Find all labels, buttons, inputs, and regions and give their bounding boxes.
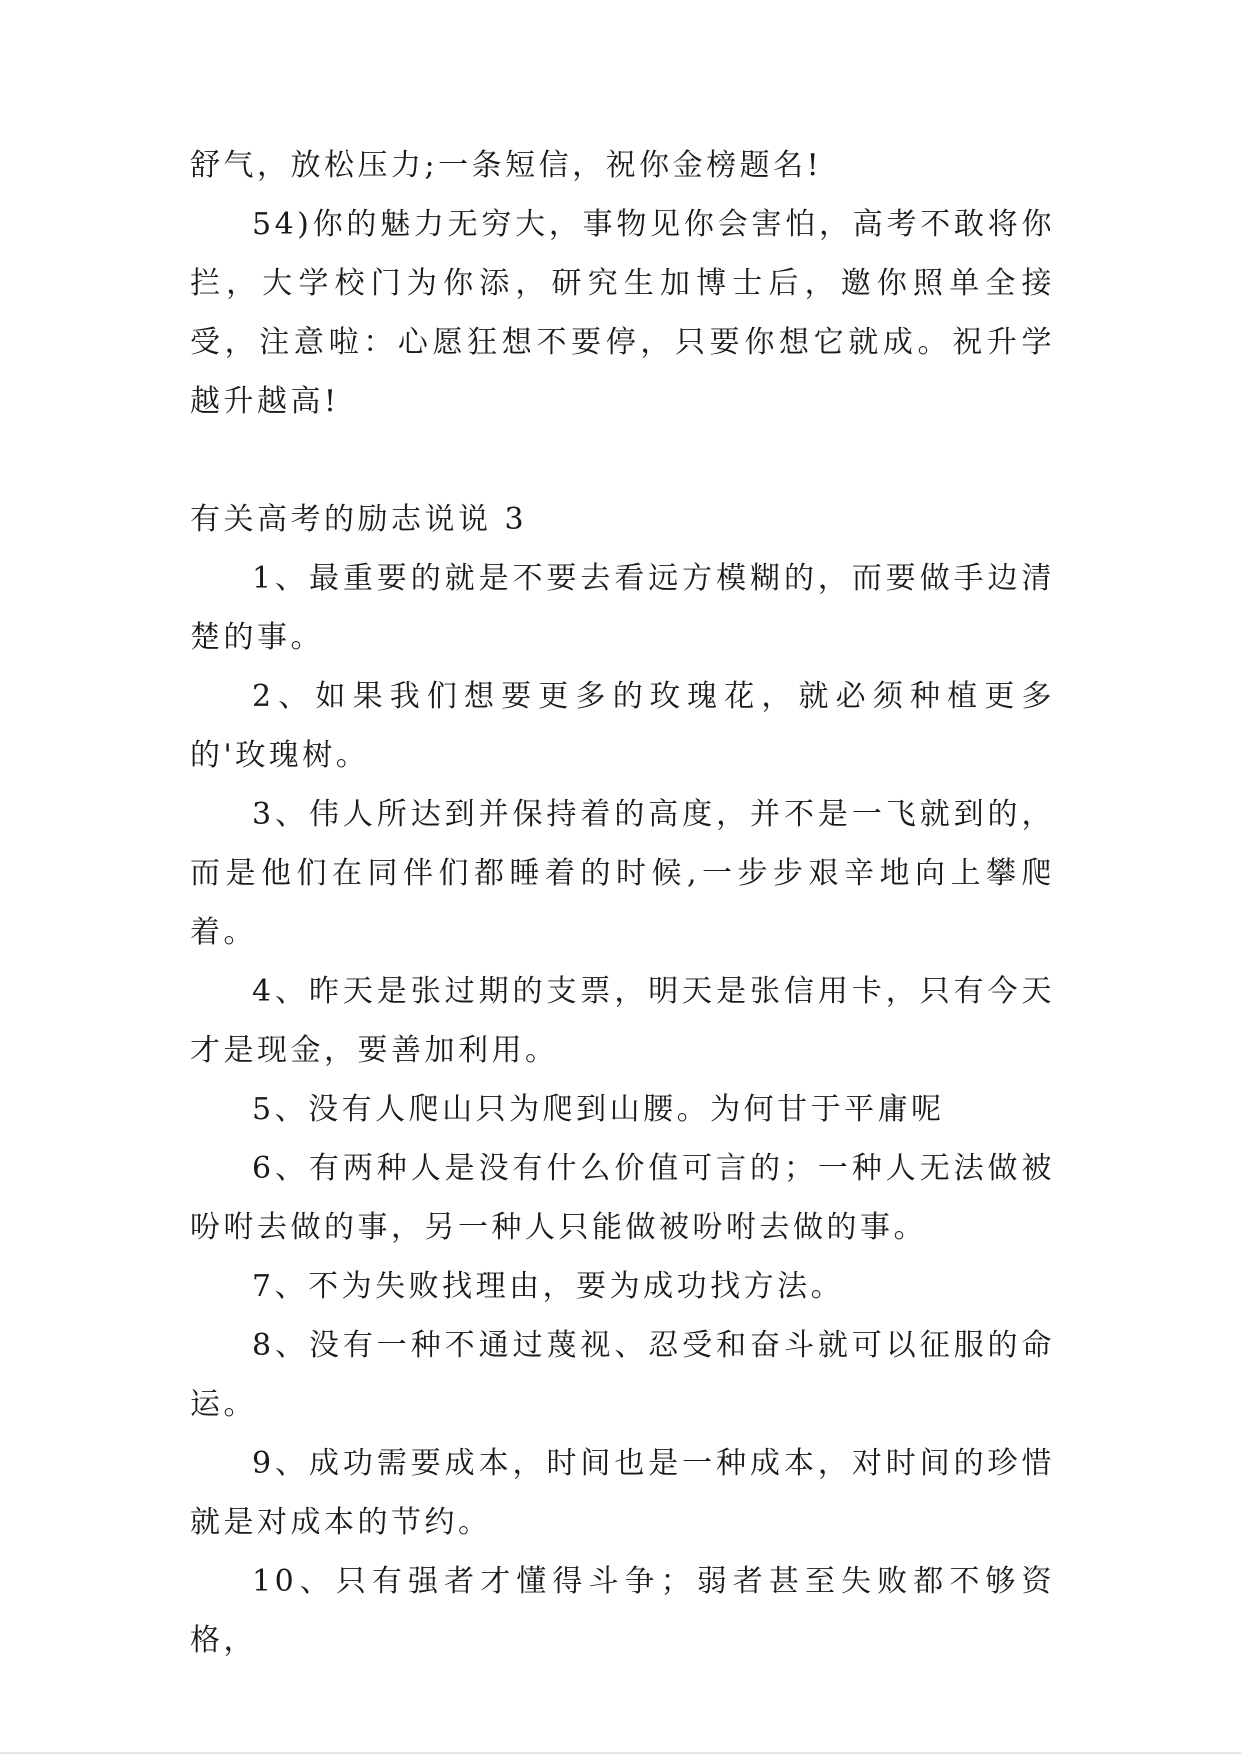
document-body — [190, 136, 1055, 1670]
continuation-paragraph: 舒气，放松压力;一条短信，祝你金榜题名! — [190, 148, 823, 183]
list-item: 10、只有强者才懂得斗争；弱者甚至失败都不够资格， — [190, 1564, 1055, 1658]
section-gap — [190, 431, 1055, 490]
list-item: 5、没有人爬山只为爬到山腰。为何甘于平庸呢 — [252, 1092, 945, 1127]
list-item: 1、最重要的就是不要去看远方模糊的，而要做手边清楚的事。 — [190, 561, 1055, 655]
list-item: 3、伟人所达到并保持着的高度，并不是一飞就到的，而是他们在同伴们都睡着的时候,一步步艰辛地向上攀爬着。 — [190, 797, 1055, 950]
list-item: 8、没有一种不通过蔑视、忍受和奋斗就可以征服的命运。 — [190, 1328, 1055, 1422]
list-item: 4、昨天是张过期的支票，明天是张信用卡，只有今天才是现金，要善加利用。 — [190, 974, 1055, 1068]
list-item: 6、有两种人是没有什么价值可言的；一种人无法做被吩咐去做的事，另一种人只能做被吩咐去做的事。 — [190, 1151, 1055, 1245]
wish-item-54: 54)你的魅力无穷大，事物见你会害怕，高考不敢将你拦，大学校门为你添，研究生加博士后，邀你照单全接受，注意啦：心愿狂想不要停，只要你想它就成。祝升学越升越高! — [190, 207, 1055, 419]
list-item: 9、成功需要成本，时间也是一种成本，对时间的珍惜就是对成本的节约。 — [190, 1446, 1055, 1540]
list-item: 7、不为失败找理由，要为成功找方法。 — [252, 1269, 845, 1304]
section-title: 有关高考的励志说说 3 — [190, 502, 528, 537]
list-item: 2、如果我们想要更多的玫瑰花，就必须种植更多的'玫瑰树。 — [190, 679, 1055, 773]
